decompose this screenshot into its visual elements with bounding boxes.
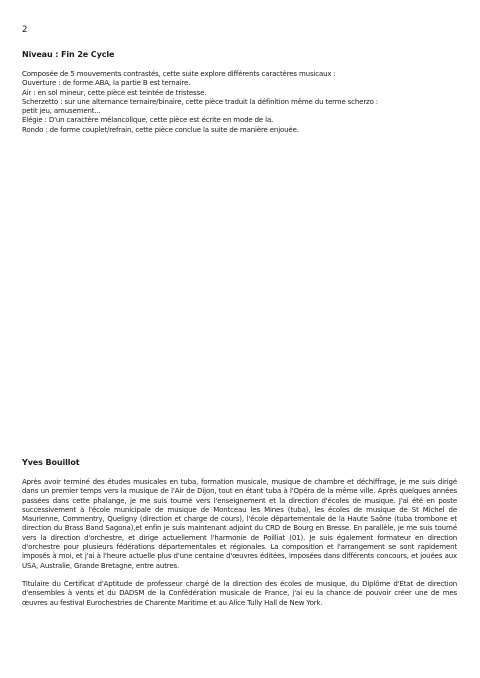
description-line: Composée de 5 mouvements contrastés, cette suite explore différents caractères musicaux : (22, 70, 336, 78)
author-name: Yves Bouillot (22, 458, 80, 467)
description-line: Elégie : D'un caractère mélancolique, cette pièce est écrite en mode de la. (22, 116, 274, 125)
biography-paragraph: Titulaire du Certificat d'Aptitude de professeur chargé de la direction des écoles de musique, du Diplôme d'Etat de direction d'ensembles à vents et du DADSM de la Confédération musicale de France, j'ai eu la chance de pouvoir créer une de mes œuvres au festival Eurochestries de Charente Maritime et au Alice Tully Hall de New York. (22, 579, 457, 607)
description-line: Scherzetto : sur une alternance ternaire/binaire, cette pièce traduit la définition même du terme scherzo : (22, 97, 378, 106)
description-block (22, 70, 442, 135)
level-heading: Niveau : Fin 2e Cycle (22, 50, 115, 59)
description-line: Rondo : de forme couplet/refrain, cette pièce conclue la suite de manière enjouée. (22, 125, 299, 134)
description-line: petit jeu, amusement... (22, 107, 101, 116)
description-line: Air : en sol mineur, cette pièce est teintée de tristesse. (22, 88, 207, 97)
description-line: Ouverture : de forme ABA, la partie B est ternaire. (22, 79, 191, 88)
page-number: 2 (22, 25, 28, 35)
author-biography (22, 478, 457, 617)
biography-paragraph: Après avoir terminé des études musicales en tuba, formation musicale, musique de chambre et déchiffrage, je me suis dirigé dans un premier temps vers la musique de l'Air de Dijon, tout en étant tuba à l'Opéra de la même ville. Après quelques années passées dans cette phalange, je me suis tourné vers l'enseignement et la direction d'écoles de musique. J'ai été en poste successivement à l'école municipale de musique de Montceau les Mines (tuba), les écoles de musique de St Michel de Maurienne, Commentry, Queligny (direction et charge de cours), l'école départementale de la Haute Saône (tuba trombone et direction du Brass Band Sagona),et enfin je suis maintenant adjoint du CRD de Bourg en Bresse. En parallèle, je me suis tourné vers la direction d'orchestre, et dirige actuellement l'harmonie de Poilliat (01). Je suis également formateur en direction d'orchestre pour plusieurs fédérations départementales et régionales. La composition et l'arrangement se sont rapidement imposés à moi, et j'ai à l'heure actuelle plus d'une centaine d'œuvres éditées, imposées dans différents concours, et jouées aux USA, Australie, Grande Bretagne, entre autres. (22, 478, 457, 570)
